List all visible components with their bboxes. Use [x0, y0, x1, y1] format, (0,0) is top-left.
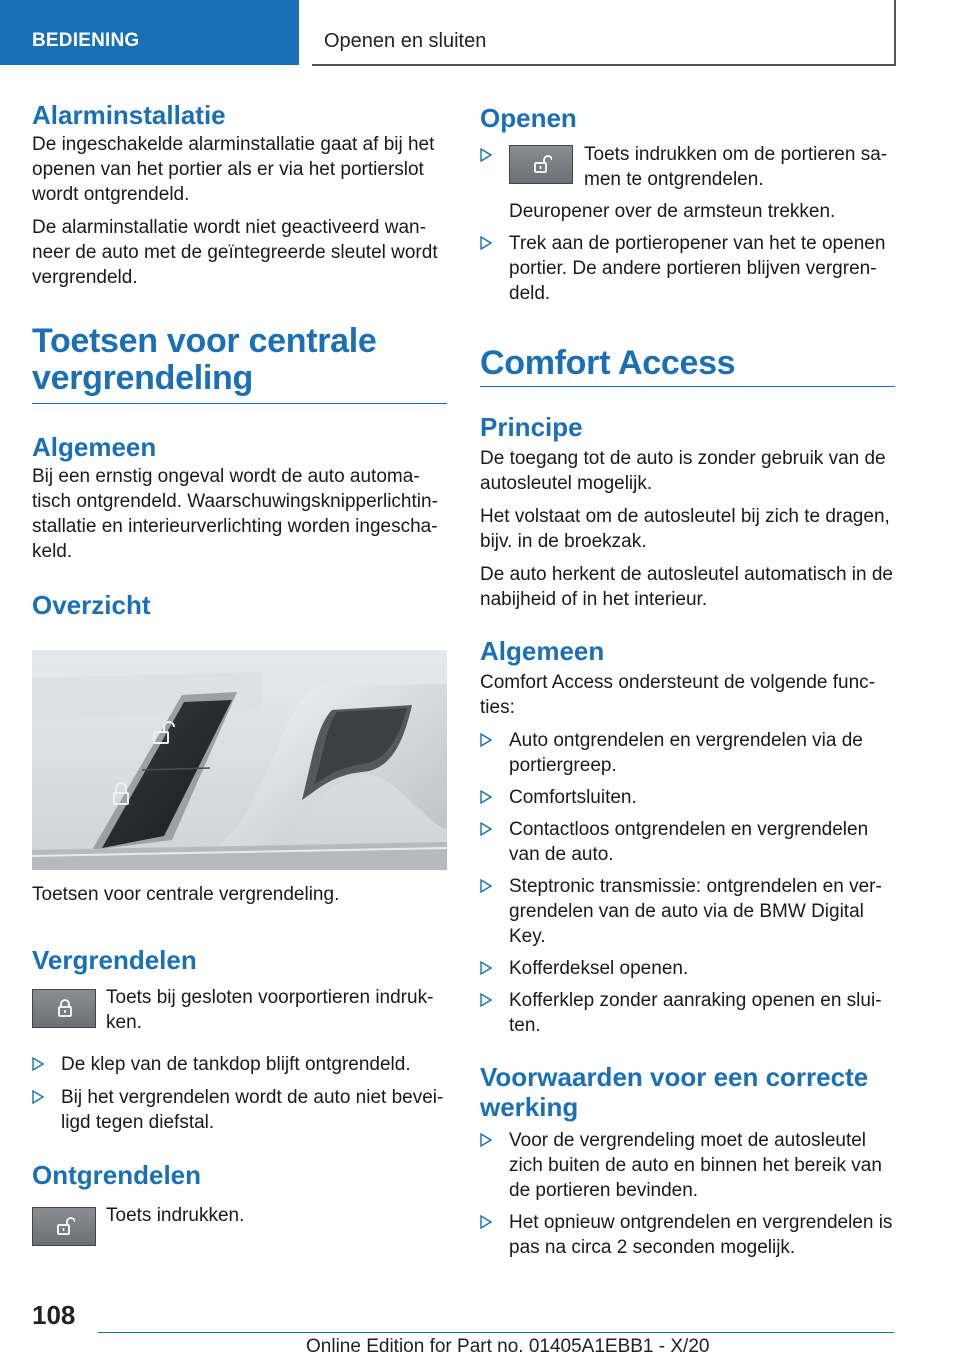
list-item: Het opnieuw ontgrendelen en vergrendelen is pas na circa 2 seconden mogelijk. [480, 1210, 895, 1260]
general-title: Algemeen [32, 432, 157, 462]
list-item: Kofferklep zonder aanraking openen en sluiten. [480, 988, 895, 1038]
central-locking-photo [32, 650, 447, 870]
left-column-lower [32, 882, 447, 975]
list-item: Bij het vergrendelen wordt de auto niet beveiligd tegen diefstal. [32, 1085, 447, 1135]
right-column-lower [480, 412, 895, 1260]
triangle-bullet-icon [480, 961, 492, 975]
list-item: Auto ontgrendelen en vergrendelen via de portiergreep. [480, 728, 895, 778]
alarm-title: Alarminstallatie [32, 100, 226, 130]
lock-paragraph: Toets bij gesloten voorportieren indrukken. [106, 987, 434, 1033]
list-item: Steptronic transmissie: ontgrendelen en vergrendelen van de auto via de BMW Digital Key. [480, 874, 895, 949]
triangle-bullet-icon [480, 1215, 492, 1229]
triangle-bullet-icon [480, 733, 492, 747]
left-column [32, 100, 447, 620]
principle-paragraph-2: Het volstaat om de autosleutel bij zich te dragen, bijv. in de broekzak. [480, 506, 890, 552]
alarm-paragraph-1: De ingeschakelde alarminstallatie gaat af bij het openen van het portier als er via het portierslot wordt ontgrendeld. [32, 134, 435, 205]
triangle-bullet-icon [32, 1057, 44, 1071]
list-item [480, 231, 895, 306]
central-title-line-1: Toetsen voor centrale [32, 322, 377, 360]
comfort-general-paragraph: Comfort Access ondersteunt de volgende functies: [480, 672, 876, 718]
open-title: Openen [480, 103, 577, 133]
chapter-label: Openen en sluiten [324, 30, 487, 52]
triangle-bullet-icon [480, 148, 492, 162]
lock-bullets [32, 1052, 447, 1135]
page-number: 108 [32, 1300, 76, 1330]
lock-icon [55, 999, 75, 1019]
lock-title: Vergrendelen [32, 945, 197, 975]
unlock-paragraph: Toets indrukken. [106, 1205, 245, 1226]
principle-paragraph-1: De toegang tot de auto is zonder gebruik van de autosleutel mogelijk. [480, 448, 886, 494]
lock-button-image [32, 989, 96, 1028]
alarm-paragraph-2: De alarminstallatie wordt niet geactiveerd wanneer de auto met de geïntegreerde sleutel wordt vergrendeld. [32, 217, 438, 288]
edition-note: Online Edition for Part no. 01405A1EBB1 - X/20 [306, 1336, 710, 1357]
central-title-line-2: vergrendeling [32, 359, 253, 397]
open-bullet-1: Toets indrukken om de portieren samen te ontgrendelen. [584, 144, 888, 190]
section-label: BEDIENING [32, 30, 140, 51]
list-item: De klep van de tankdop blijft ontgrendeld. [32, 1052, 447, 1077]
unlock-icon [55, 1217, 75, 1237]
comfort-general-title: Algemeen [480, 636, 605, 666]
principle-title: Principe [480, 412, 583, 442]
open-bullet-1-sub: Deuropener over de armsteun trekken. [509, 201, 836, 222]
unlock-button-image [32, 1207, 96, 1246]
conditions-list [480, 1128, 895, 1260]
comfort-title-block [480, 345, 895, 387]
list-item: Kofferdeksel openen. [480, 956, 895, 981]
triangle-bullet-icon [32, 1090, 44, 1104]
triangle-bullet-icon [480, 822, 492, 836]
principle-paragraph-3: De auto herkent de autosleutel automatisch in de nabijheid of in het interieur. [480, 564, 893, 610]
chapter-header [312, 0, 896, 66]
list-item: Comfortsluiten. [480, 785, 895, 810]
overview-title: Overzicht [32, 590, 151, 620]
unlock-icon [532, 155, 552, 175]
central-title-block [32, 323, 447, 404]
unlock-title: Ontgrendelen [32, 1160, 202, 1190]
triangle-bullet-icon [480, 236, 492, 250]
list-item: Contactloos ontgrendelen en vergrendelen van de auto. [480, 817, 895, 867]
triangle-bullet-icon [480, 993, 492, 1007]
comfort-feature-list [480, 728, 895, 1038]
triangle-bullet-icon [480, 790, 492, 804]
comfort-title: Comfort Access [480, 344, 736, 382]
footer-rule [98, 1332, 894, 1333]
general-paragraph: Bij een ernstig ongeval wordt de auto automatisch ontgrendeld. Waarschuwingsknipperlichtinstallatie en interieurverlichting worden ingeschakeld. [32, 466, 438, 562]
open-bullet-2: Trek aan de portieropener van het te openen portier. De andere portieren blijven vergrendeld. [509, 233, 886, 304]
unlock-button-image [509, 145, 573, 184]
photo-caption: Toetsen voor centrale vergrendeling. [32, 884, 340, 905]
conditions-title: Voorwaarden voor een correcte werking [480, 1062, 869, 1122]
section-tab [0, 0, 299, 65]
triangle-bullet-icon [480, 879, 492, 893]
list-item: Voor de vergrendeling moet de autosleutel zich buiten de auto en binnen het bereik van de portieren bevinden. [480, 1128, 895, 1203]
triangle-bullet-icon [480, 1133, 492, 1147]
